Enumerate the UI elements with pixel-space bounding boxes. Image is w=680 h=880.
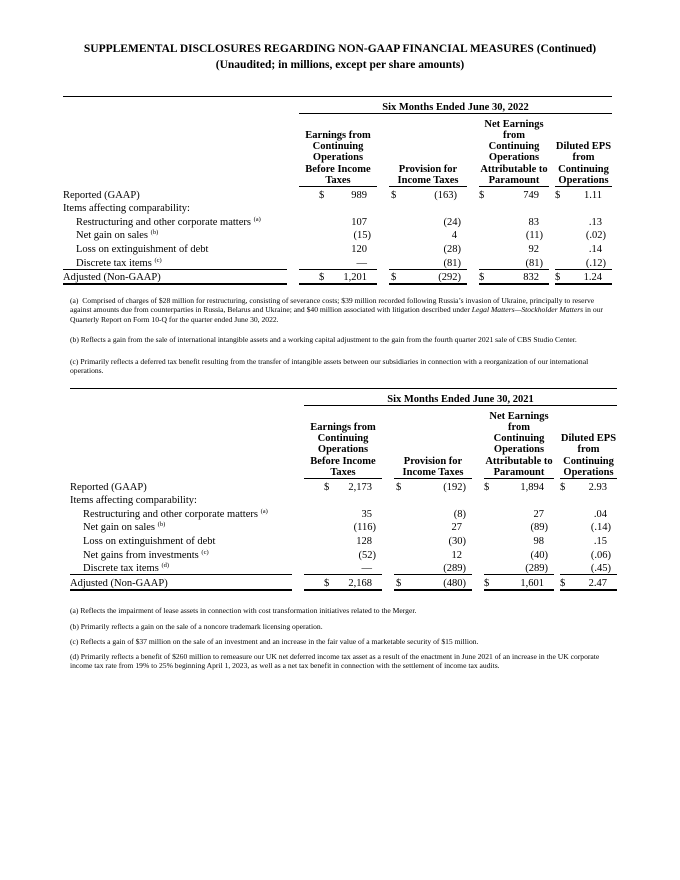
table-row: Net gain on sales $^{(b)}$ (15) 4 (11) (.02)	[76, 229, 606, 242]
table-row: Items affecting comparability:	[63, 203, 190, 215]
page-title: SUPPLEMENTAL DISCLOSURES REGARDING NON-GAAP FINANCIAL MEASURES (Continued)	[83, 43, 597, 55]
table-row: Reported (GAAP) $ 989 $ (163) $ 749 $ 1.11	[63, 189, 602, 201]
period-header: Six Months Ended June 30, 2021	[304, 389, 617, 406]
table-row: Net gain on sales $^{(b)}$ (116) 27 (89) (.14)	[83, 521, 611, 534]
col-header-pretax: Earnings from Continuing Operations Before Income Taxes	[304, 406, 382, 479]
footnote-2021-c: (c) Reflects a gain of $37 million on the sale of an investment and an increase in the fair value of a marketable security of $15 million.	[70, 637, 479, 646]
table-row: Adjusted (Non-GAAP) $ 1,201 $ (292) $ 832 $ 1.24	[63, 269, 612, 284]
page-subtitle: (Unaudited; in millions, except per share amounts)	[215, 59, 465, 71]
col-header-net: Net Earnings from Continuing Operations Attributable to Paramount	[479, 114, 549, 187]
col-header-tax: Provision for Income Taxes	[389, 114, 467, 187]
table-row: Loss on extinguishment of debt 128 (30) 98 .15	[83, 535, 607, 547]
col-header-tax: Provision for Income Taxes	[394, 406, 472, 479]
col-header-net: Net Earnings from Continuing Operations Attributable to Paramount	[484, 406, 554, 479]
table-row: Reported (GAAP) $ 2,173 $ (192) $ 1,894 $ 2.93	[70, 481, 607, 493]
table-row: Restructuring and other corporate matters $^{(a)}$ 35 (8) 27 .04	[83, 507, 607, 520]
col-header-pretax: Earnings from Continuing Operations Before Income Taxes	[299, 114, 377, 187]
period-header: Six Months Ended June 30, 2022	[299, 97, 612, 114]
table-row: Items affecting comparability:	[70, 495, 197, 507]
table-row: Adjusted (Non-GAAP) $ 2,168 $ (480) $ 1,601 $ 2.47	[70, 575, 617, 590]
footnote-2022-c: (c) Primarily reflects a deferred tax benefit resulting from the transfer of intangible assets between our subsidiaries in connection with a reorganization of our international operations.	[70, 357, 589, 376]
table-2022	[63, 96, 612, 285]
table-2021	[70, 388, 617, 591]
footnote-2022-a: (a) Comprised of charges of $28 million for restructuring, consisting of severance costs; $39 million recorded following Russia’s invasion of Ukraine, principally to reserve against amounts due from counterparties in Russia, Belarus and Ukraine; and $40 million associated with litigation described under Legal Matters—Stockholder Matters in our Quarterly Report on Form 10-Q for the quarter ended June 30, 2022.	[70, 296, 603, 324]
col-header-eps: Diluted EPS from Continuing Operations	[560, 406, 617, 479]
table-row: Discrete tax items $^{(c)}$ — (81) (81) (.12)	[76, 256, 606, 269]
table-row: Restructuring and other corporate matters $^{(a)}$ 107 (24) 83 .13	[76, 215, 602, 228]
table-row: Loss on extinguishment of debt 120 (28) 92 .14	[76, 243, 602, 255]
footnote-2021-a: (a) Reflects the impairment of lease assets in connection with cost transformation initiatives related to the Merger.	[70, 606, 417, 615]
footnote-2021-d: (d) Primarily reflects a benefit of $260 million to remeasure our UK net deferred income tax asset as a result of the enactment in June 2021 of an increase in the UK corporate income tax rate from 19% to 25% beginning April 1, 2023, as well as a net tax benefit in connection with the settlement of income tax audits.	[70, 652, 600, 671]
footnote-2021-b: (b) Primarily reflects a gain on the sale of a noncore trademark licensing operation.	[70, 622, 323, 631]
footnote-2022-b: (b) Reflects a gain from the sale of international intangible assets and a working capital adjustment to the gain from the fourth quarter 2021 sale of CBS Studio Center.	[70, 335, 577, 344]
table-row: Discrete tax items $^{(d)}$ — (289) (289) (.45)	[83, 562, 611, 575]
col-header-eps: Diluted EPS from Continuing Operations	[555, 114, 612, 187]
table-row: Net gains from investments $^{(c)}$ (52) 12 (40) (.06)	[83, 548, 611, 561]
